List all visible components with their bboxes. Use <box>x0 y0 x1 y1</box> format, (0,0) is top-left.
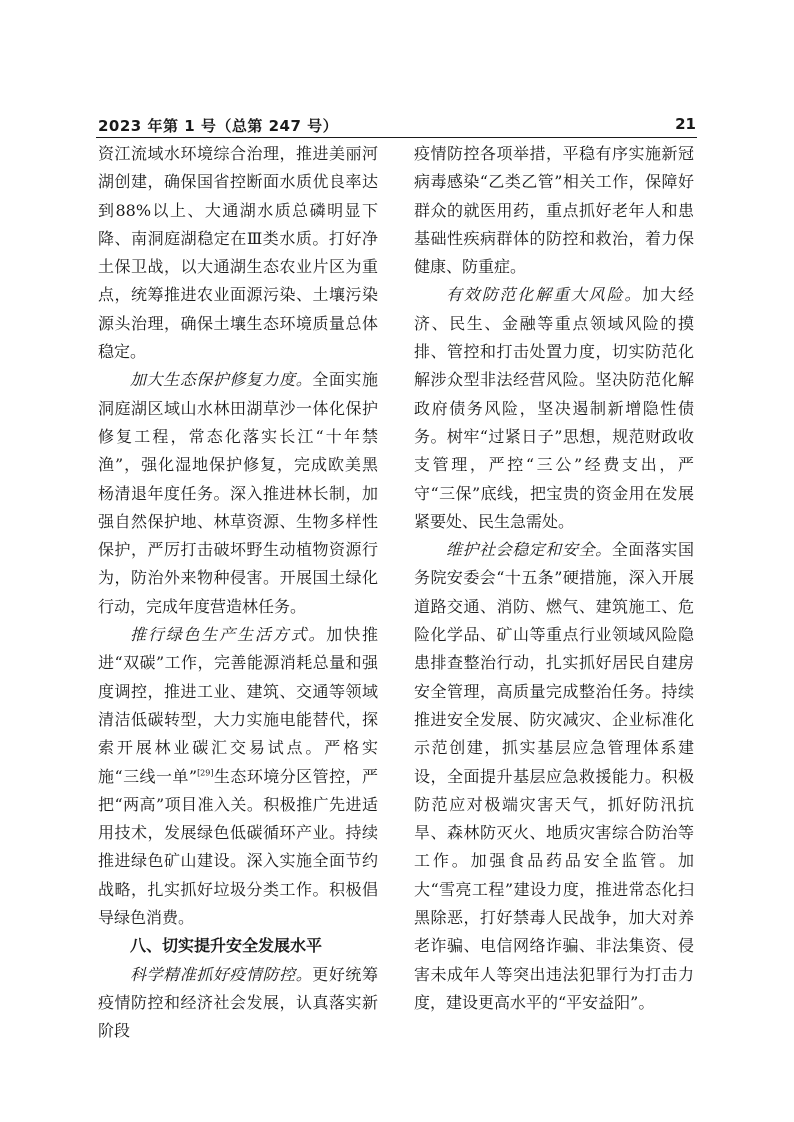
section-heading: 八、切实提升安全发展水平 <box>130 936 323 956</box>
paragraph-risk-prevention: 有效防范化解重大风险。加大经济、民生、金融等重点领域风险的摸排、管控和打击处置力度，切实防范化解涉众型非法经营风险。坚决防范化解政府债务风险，坚决遏制新增隐性债务。树牢“过紧日子”思想，规范财政收支管理，严控“三公”经费支出，严守“三保”底线，把宝贵的资金用在发展紧要处、民生急需处。 <box>414 285 694 531</box>
paragraph-social-stability: 维护社会稳定和安全。全面落实国务院安委会“十五条”硬措施，深入开展道路交通、消防、燃气、建筑施工、危险化学品、矿山等重点行业领域风险隐患排查整治行动，扎实抓好居民自建房安全管理，高质量完成整治任务。持续推进安全发展、防灾减灾、企业标准化示范创建，抓实基层应急管理体系建设，全面提升基层应急救援能力。积极防范应对极端灾害天气，抓好防汛抗旱、森林防灭火、地质灾害综合防治等工作。加强食品药品安全监管。加大“雪亮工程”建设力度，推进常态化扫黑除恶，打好禁毒人民战争，加大对养老诈骗、电信网络诈骗、非法集资、侵害未成年人等突出违法犯罪行为打击力度，建设更高水平的“平安益阳”。 <box>414 540 694 1012</box>
paragraph-continued: 资江流域水环境综合治理，推进美丽河湖创建，确保国省控断面水质优良率达到88%以上、大通湖水质总磷明显下降、南洞庭湖稳定在Ⅲ类水质。打好净土保卫战，以大通湖生态农业片区为重点，统筹推进农业面源污染、土壤污染源头治理，确保土壤生态环境质量总体稳定。 <box>98 144 378 362</box>
paragraph-continued: 疫情防控各项举措，平稳有序实施新冠病毒感染“乙类乙管”相关工作，保障好群众的就医用药，重点抓好老年人和患基础性疾病群体的防控和救治，着力保健康、防重症。 <box>414 144 694 277</box>
paragraph-keyword: 有效防范化解重大风险。 <box>446 285 643 305</box>
paragraph-keyword: 加大生态保护修复力度。 <box>130 370 313 390</box>
paragraph-ecological-restoration: 加大生态保护修复力度。全面实施洞庭湖区域山水林田湖草沙一体化保护修复工程，常态化落实长江“十年禁渔”，强化湿地保护修复，完成欧美黑杨清退年度任务。深入推进林长制，加强自然保护地、林草资源、生物多样性保护，严厉打击破坏野生动植物资源行为，防治外来物种侵害。开展国土绿化行动，完成年度营造林任务。 <box>98 370 378 616</box>
header-rule <box>96 137 697 138</box>
paragraph-keyword: 科学精准抓好疫情防控。 <box>130 964 313 984</box>
running-header <box>98 115 696 135</box>
right-column <box>414 140 694 1012</box>
paragraph-keyword: 维护社会稳定和安全。 <box>446 540 612 560</box>
issue-label: 2023 年第 1 号（总第 247 号） <box>98 117 339 135</box>
paragraph-keyword: 推行绿色生产生活方式。 <box>130 625 327 645</box>
left-column <box>98 140 378 1041</box>
page-number: 21 <box>675 115 696 133</box>
footnote-marker: [29] <box>197 768 214 778</box>
paragraph-green-lifestyle: 推行绿色生产生活方式。加快推进“双碳”工作，完善能源消耗总量和强度调控，推进工业、建筑、交通等领域清洁低碳转型，大力实施电能替代，探索开展林业碳汇交易试点。严格实施“三线一单”[29]生态环境分区管控，严把“两高”项目准入关。积极推广先进适用技术，发展绿色低碳循环产业。持续推进绿色矿山建设。深入实施全面节约战略，扎实抓好垃圾分类工作。积极倡导绿色消费。 <box>98 625 378 928</box>
paragraph-epidemic-control: 科学精准抓好疫情防控。更好统筹疫情防控和经济社会发展，认真落实新阶段 <box>98 964 378 1041</box>
